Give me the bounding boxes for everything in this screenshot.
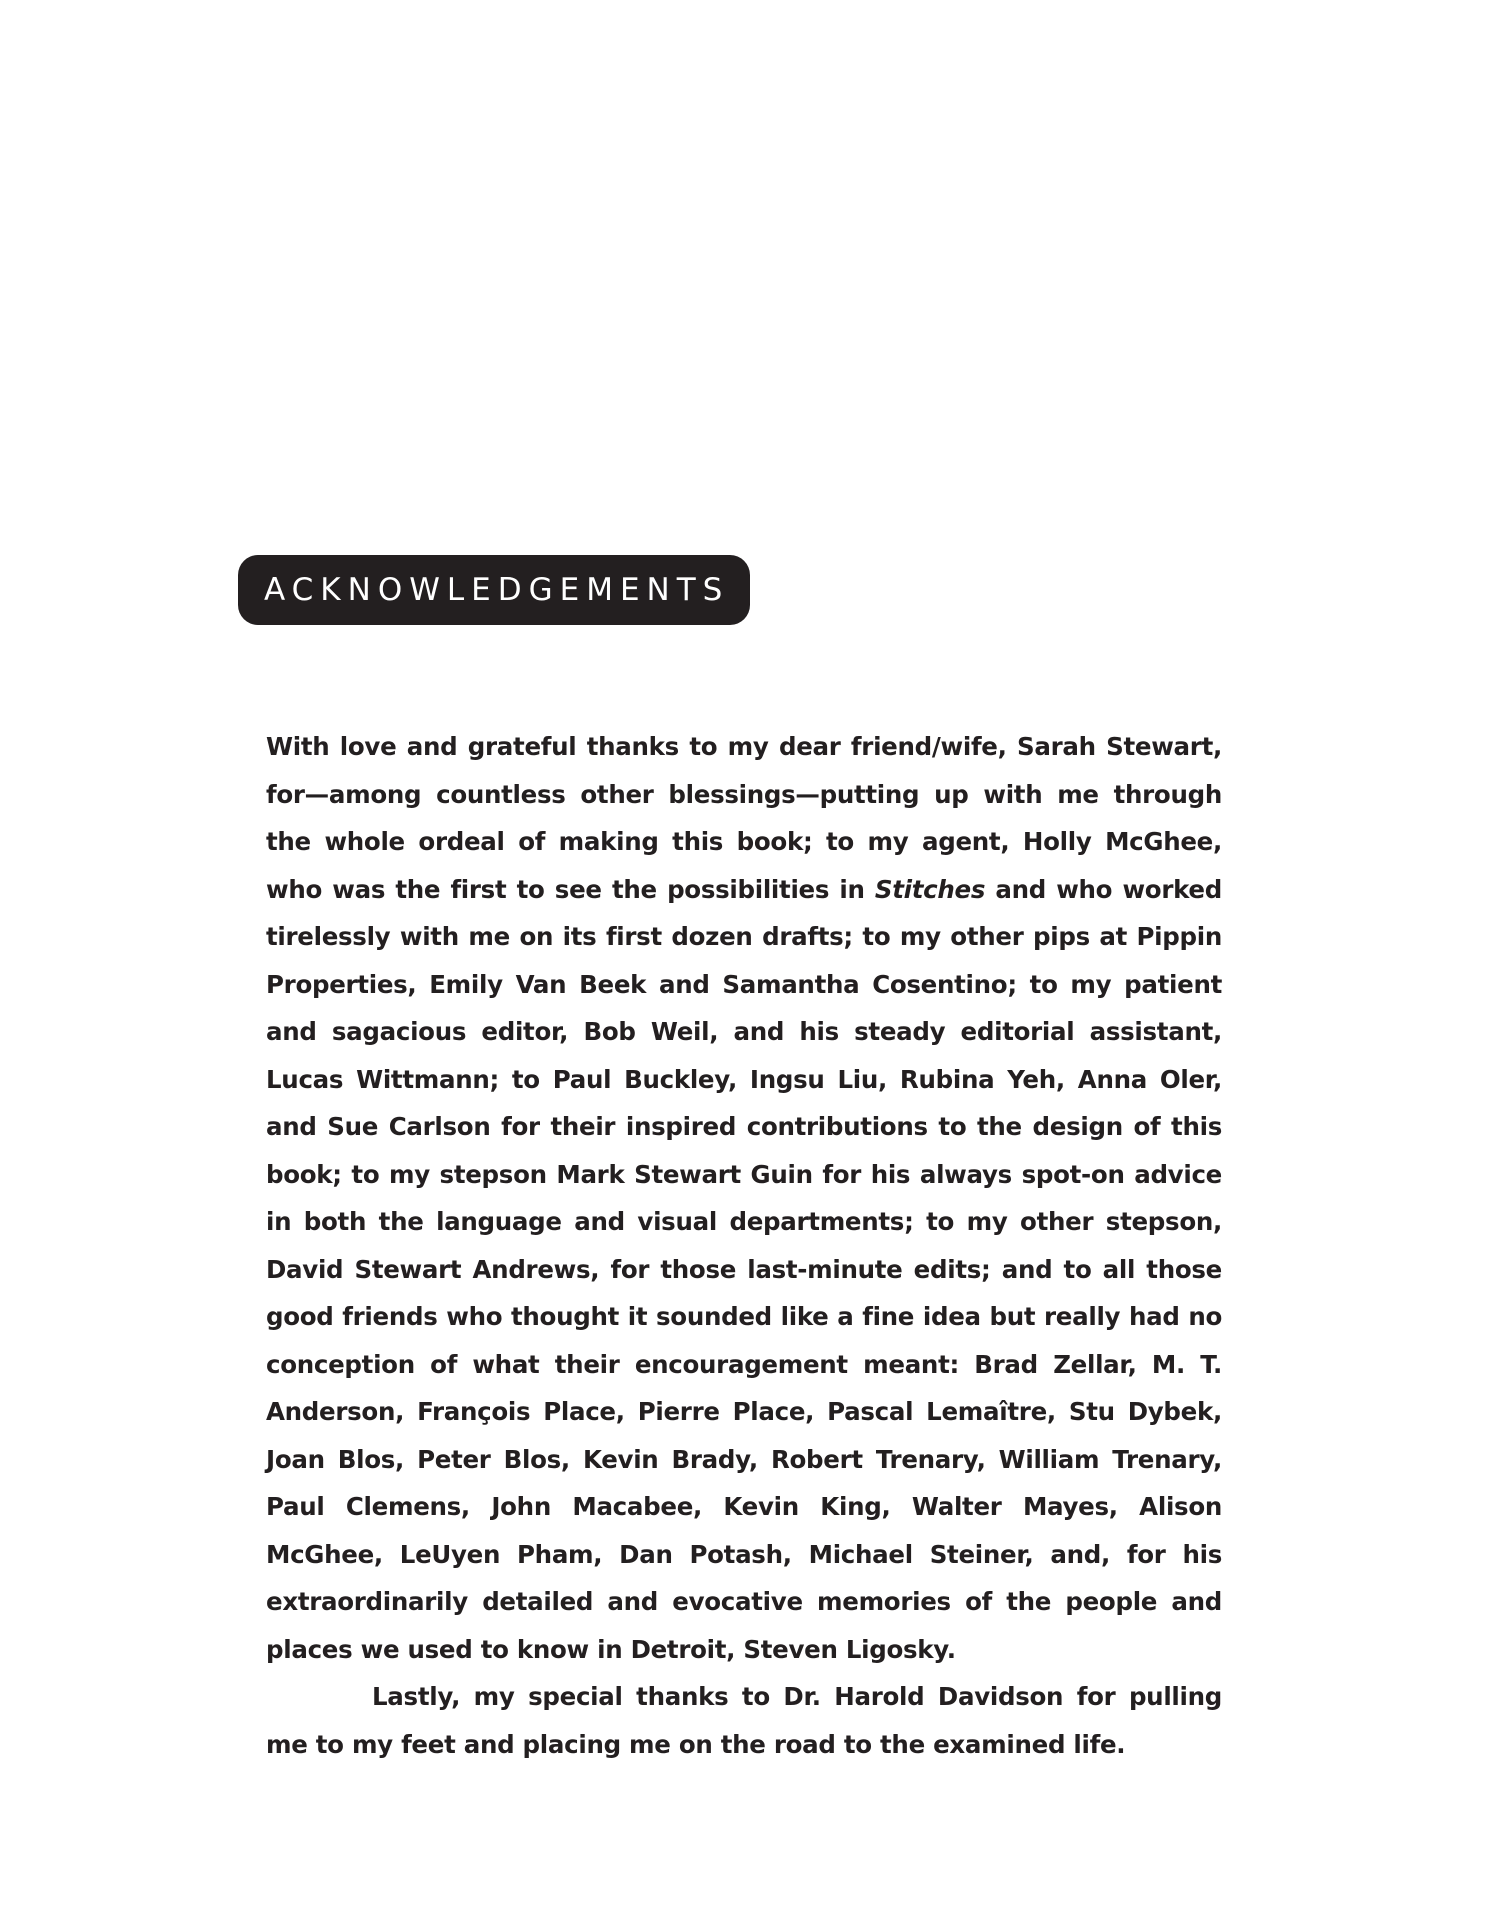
book-title: Stitches: [874, 874, 986, 904]
paragraph-1-after-title: and who worked tirelessly with me on its first dozen drafts; to my other pips at Pippin Properties, Emily Van Beek and Samantha Cosentino; to my patient and sagacious editor, Bob Weil, and his steady editorial assistant, Lucas Wittmann; to Paul Buckley, Ingsu Liu, Rubina Yeh, Anna Oler, and Sue Carlson for their inspired contributions to the design of this book; to my stepson Mark Stewart Guin for his always spot-on advice in both the language and visual departments; to my other stepson, David Stewart Andrews, for those last-minute edits; and to all those good friends who thought it sounded like a fine idea but really had no conception of what their encouragement meant: Brad Zellar, M. T. Anderson, François Place, Pierre Place, Pascal Lemaître, Stu Dybek, Joan Blos, Peter Blos, Kevin Brady, Robert Trenary, William Trenary, Paul Clemens, John Macabee, Kevin King, Walter Mayes, Alison McGhee, LeUyen Pham, Dan Potash, Michael Steiner, and, for his extraordinarily detailed and evocative memories of the people and places we used to know in Detroit, Steven Ligosky.: [266, 874, 1222, 1664]
acknowledgements-body: [266, 723, 1222, 1768]
page-title: ACKNOWLEDGEMENTS: [264, 572, 730, 608]
paragraph-1-before-title: With love and grateful thanks to my dear friend/wife, Sarah Stewart, for—among countless other blessings—putting up with me through the whole ordeal of making this book; to my agent, Holly McGhee, who was the first to see the possibilities in: [266, 732, 1222, 904]
paragraph-1: [266, 723, 1222, 1673]
paragraph-2: Lastly, my special thanks to Dr. Harold Davidson for pulling me to my feet and placing me on the road to the examined life.: [266, 1682, 1222, 1759]
heading-badge: [238, 555, 750, 625]
